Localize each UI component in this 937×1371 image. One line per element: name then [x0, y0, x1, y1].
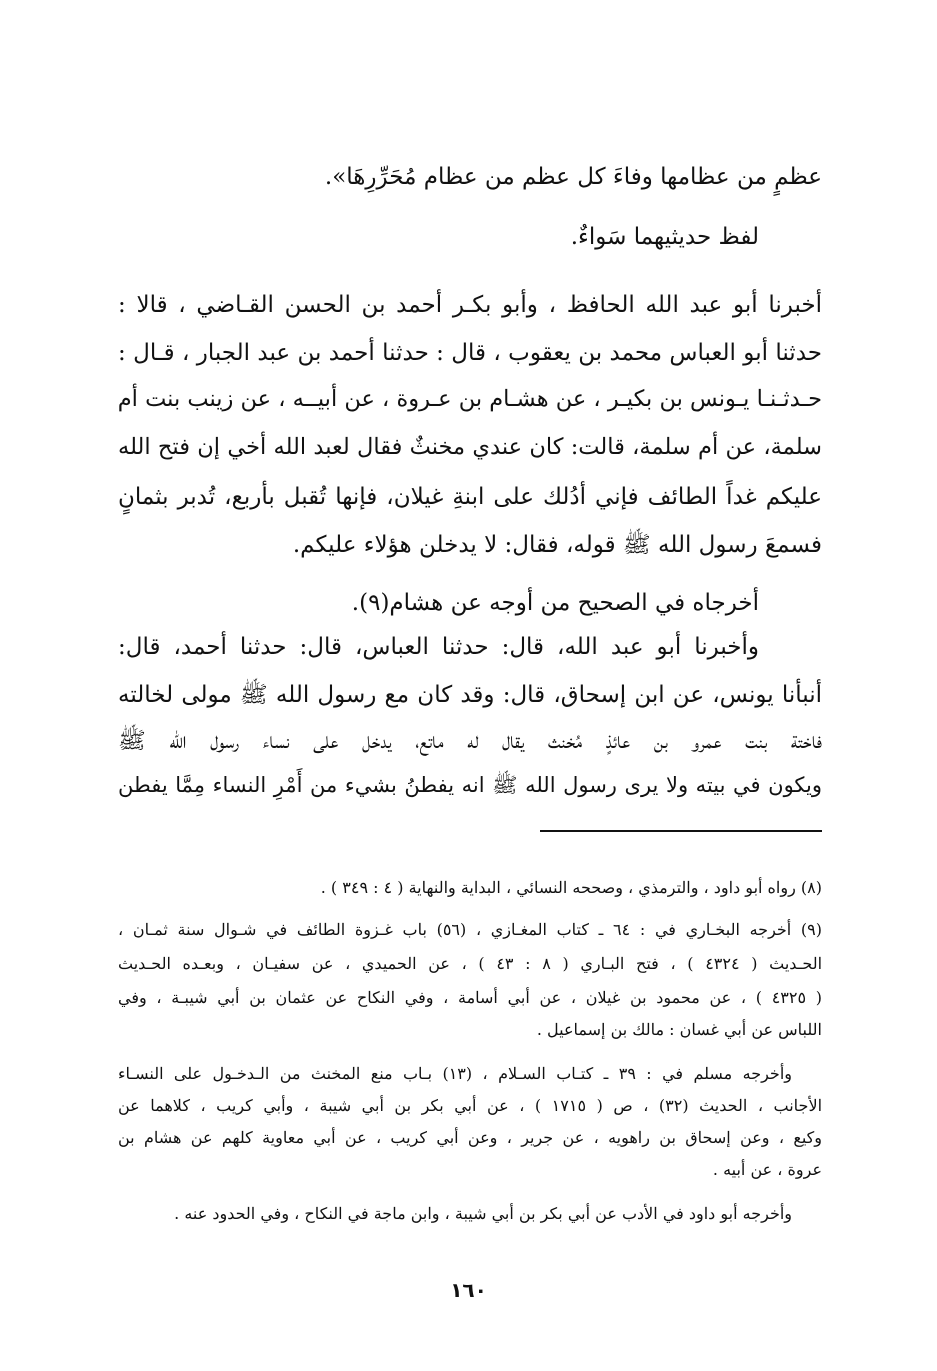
footnote-9-line-1: (٩) أخرجه البخـاري في : ٦٤ ـ كتاب المغـازي ، (٥٦) باب غـزوة الطائف في شـوال سنة ثمـان ، [118, 920, 822, 939]
footnote-separator [540, 830, 822, 832]
main-line-11: أنبأنا يونس، عن ابن إسحاق، قال: وقد كان مع رسول الله ﷺ مولى لخالته [118, 682, 822, 708]
main-line-7: عليكم غداً الطائف فإني أدُلك على ابنةِ غيلان، فإنها تُقبل بأربع، تُدبر بثمانٍ [118, 484, 822, 510]
footnote-8: (٨) رواه أبو داود ، والترمذي ، وصححه النسائي ، البداية والنهاية ( ٤ : ٣٤٩ ) . [320, 878, 822, 897]
main-line-6: سلمة، عن أم سلمة، قالت: كان عندي مخنثٌ فقال لعبد الله أخي إن فتح الله [118, 434, 822, 460]
footnote-9-line-2: الحـديث ( ٤٣٢٤ ) ، فتح البـاري ( ٨ : ٤٣ ) ، عن الحميدي ، عن سفيـان ، وبعـده الحـديث [118, 954, 823, 973]
main-line-8: فسمعَ رسول الله ﷺ قوله، فقال: لا يدخلن هؤلاء عليكم. [292, 532, 822, 558]
footnote-9-muslim-line-1: وأخرجه مسلم في : ٣٩ ـ كتـاب السـلام ، (١٣) بـاب منع المخنث من الـدخـول على النسـاء [118, 1064, 792, 1083]
footnote-9-line-3: ( ٤٣٢٥ ) ، عن محمود بن غيلان ، عن أبي أسامة ، وفي النكاح عن عثمان بن أبي شيبـة ، وفي [118, 988, 823, 1007]
main-line-10: وأخبرنا أبو عبد الله، قال: حدثنا العباس، قال: حدثنا أحمد، قال: [118, 634, 759, 660]
main-line-4: حدثنا أبو العباس محمد بن يعقوب ، قال : حدثنا أحمد بن عبد الجبار ، قـال : [118, 340, 822, 366]
main-line-13: ويكون في بيته ولا يرى رسول الله ﷺ انه يفطنُ بشيء من أَمْرِ النساء مِمَّا يفطن [118, 773, 822, 797]
main-line-2: لفظ حديثيهما سَواءٌ. [570, 224, 759, 250]
main-line-12: فاختة بنت عمرو بن عائذٍ مُخنث يقال له ماتع، يدخل على نساء رسول الله ﷺ [118, 728, 822, 754]
footnote-9-muslim-line-3: وكيع ، وعن إسحاق بن راهويه ، عن جرير ، وعن أبي كريب ، عن أبي معاوية كلهم عن هشام بن [118, 1128, 823, 1147]
main-line-9: أخرجاه في الصحيح من أوجه عن هشام(٩). [351, 590, 759, 616]
footnote-9-abudawud: وأخرجه أبو داود في الأدب عن أبي بكر بن أبي شيبة ، وابن ماجة في النكاح ، وفي الحدود عنه . [174, 1204, 792, 1223]
footnote-9-muslim-line-4: عروة ، عن أبيه . [712, 1160, 822, 1179]
footnote-9-muslim-line-2: الأجانب ، الحديث (٣٢) ، ص ( ١٧١٥ ) ، عن أبي بكر بن أبي شيبة ، وأبي كريب ، كلاهما عن [118, 1096, 823, 1115]
page-number: ١٦٠ [450, 1278, 487, 1302]
main-line-1: عظمٍ من عظامها وفاءَ كل عظم من عظام مُحَرِّرِهَا». [324, 164, 822, 190]
footnote-9-line-4: اللباس عن أبي غسان : مالك بن إسماعيل . [536, 1020, 822, 1039]
main-line-3: أخبرنا أبو عبد الله الحافظ ، وأبو بكـر أحمد بن الحسن القـاضي ، قالا : [118, 292, 822, 318]
main-line-5: حـدثـنـا يـونس بن بكيـر ، عن هشـام بن عـروة ، عن أبيــه ، عن زينب بنت أم [117, 386, 822, 412]
